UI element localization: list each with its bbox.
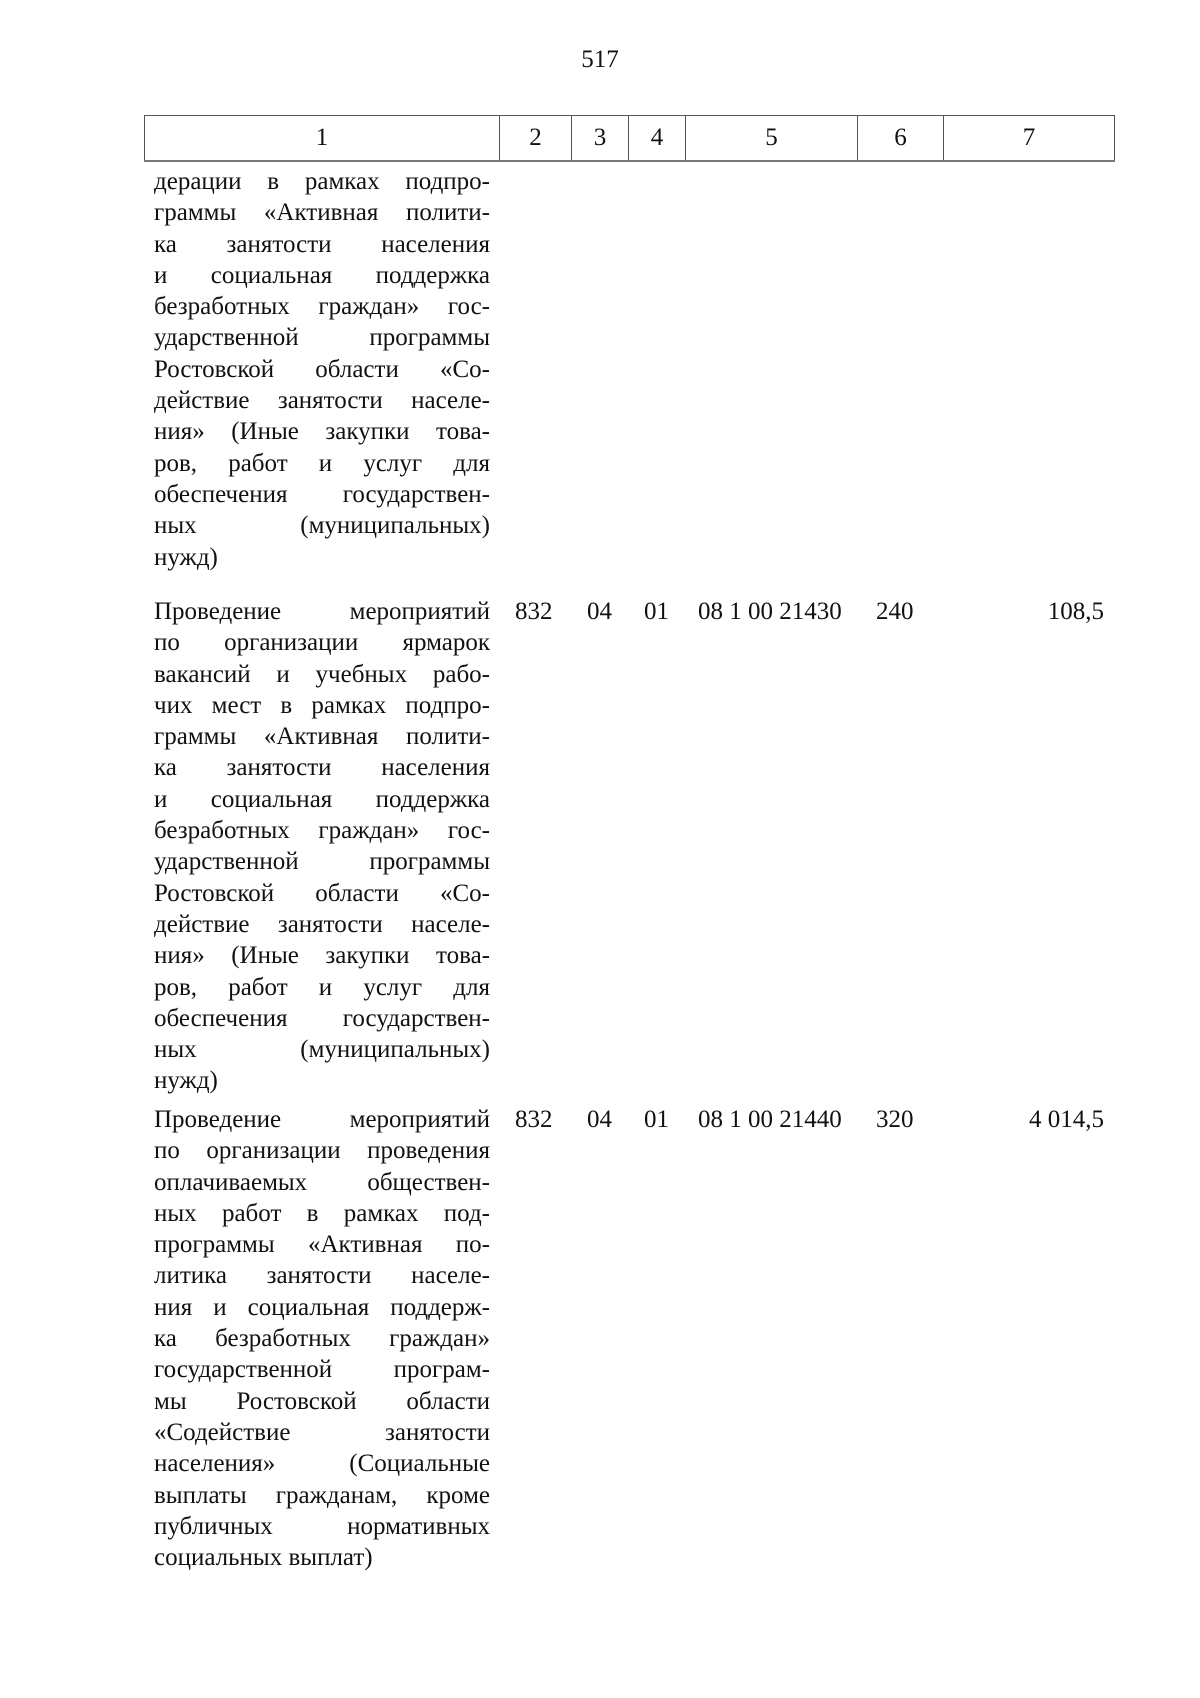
expense-type-code: 320 (876, 1106, 914, 1133)
description-line: Проведение мероприятий (154, 1106, 490, 1133)
description-line: чих мест в рамках подпро- (154, 691, 490, 719)
description-line: программы «Активная по- (154, 1231, 490, 1259)
description-line: ния» (Иные закупки това- (154, 942, 490, 970)
description-line: ка занятости населения (154, 230, 490, 258)
subsection-code: 01 (644, 598, 669, 625)
description-line: населения» (Социальные (154, 1450, 490, 1478)
description-line: Ростовской области «Со- (154, 879, 490, 907)
description-line: социальных выплат) (154, 1544, 373, 1572)
description-line: «Содействие занятости (154, 1418, 490, 1446)
column-header-2: 2 (500, 116, 572, 162)
description-line: и социальная поддержка (154, 785, 490, 813)
page-number: 517 (581, 46, 619, 73)
description-line: ка занятости населения (154, 754, 490, 782)
column-header-4: 4 (629, 116, 686, 162)
description-line: ударственной программы (154, 324, 490, 352)
description-line: ния и социальная поддерж- (154, 1293, 490, 1321)
row-description (154, 166, 490, 573)
description-line: государственной програм- (154, 1356, 490, 1384)
column-header-3: 3 (572, 116, 629, 162)
description-line: Проведение мероприятий (154, 598, 490, 625)
target-article-code: 08 1 00 21440 (698, 1106, 842, 1133)
description-line: Ростовской области «Со- (154, 355, 490, 383)
description-line: безработных граждан» гос- (154, 293, 490, 321)
description-line: нужд) (154, 1067, 218, 1095)
ministry-code: 832 (515, 598, 553, 625)
row-description (154, 596, 490, 1097)
description-line: ров, работ и услуг для (154, 973, 490, 1001)
description-line: по организации ярмарок (154, 629, 490, 657)
description-line: обеспечения государствен- (154, 1004, 490, 1032)
target-article-code: 08 1 00 21430 (698, 598, 842, 625)
description-line: вакансий и учебных рабо- (154, 660, 490, 688)
description-line: дерации в рамках подпро- (154, 168, 490, 195)
description-line: граммы «Активная полити- (154, 723, 490, 751)
table-header (144, 115, 1115, 162)
ministry-code: 832 (515, 1106, 553, 1133)
description-line: оплачиваемых обществен- (154, 1168, 490, 1196)
description-line: ных (муниципальных) (154, 1036, 490, 1064)
description-line: литика занятости населе- (154, 1262, 490, 1290)
description-line: ударственной программы (154, 848, 490, 876)
description-line: и социальная поддержка (154, 261, 490, 289)
subsection-code: 01 (644, 1106, 669, 1133)
column-header-5: 5 (686, 116, 858, 162)
section-code: 04 (587, 1106, 612, 1133)
description-line: граммы «Активная полити- (154, 199, 490, 227)
expense-type-code: 240 (876, 598, 914, 625)
description-line: мы Ростовской области (154, 1387, 490, 1415)
amount: 4 014,5 (1029, 1106, 1104, 1133)
description-line: ных (муниципальных) (154, 512, 490, 540)
column-header-6: 6 (858, 116, 944, 162)
column-header-7: 7 (944, 116, 1115, 162)
description-line: действие занятости населе- (154, 387, 490, 415)
description-line: безработных граждан» гос- (154, 817, 490, 845)
description-line: выплаты гражданам, кроме (154, 1481, 490, 1509)
description-line: обеспечения государствен- (154, 480, 490, 508)
column-number-row (145, 116, 1115, 162)
description-line: по организации проведения (154, 1137, 490, 1165)
row-description (154, 1104, 490, 1573)
description-line: действие занятости населе- (154, 910, 490, 938)
description-line: нужд) (154, 543, 218, 571)
description-line: ка безработных граждан» (154, 1325, 490, 1353)
description-line: ных работ в рамках под- (154, 1199, 490, 1227)
column-header-1: 1 (145, 116, 500, 162)
description-line: публичных нормативных (154, 1512, 490, 1540)
description-line: ров, работ и услуг для (154, 449, 490, 477)
amount: 108,5 (1047, 598, 1104, 625)
description-line: ния» (Иные закупки това- (154, 418, 490, 446)
section-code: 04 (587, 598, 612, 625)
